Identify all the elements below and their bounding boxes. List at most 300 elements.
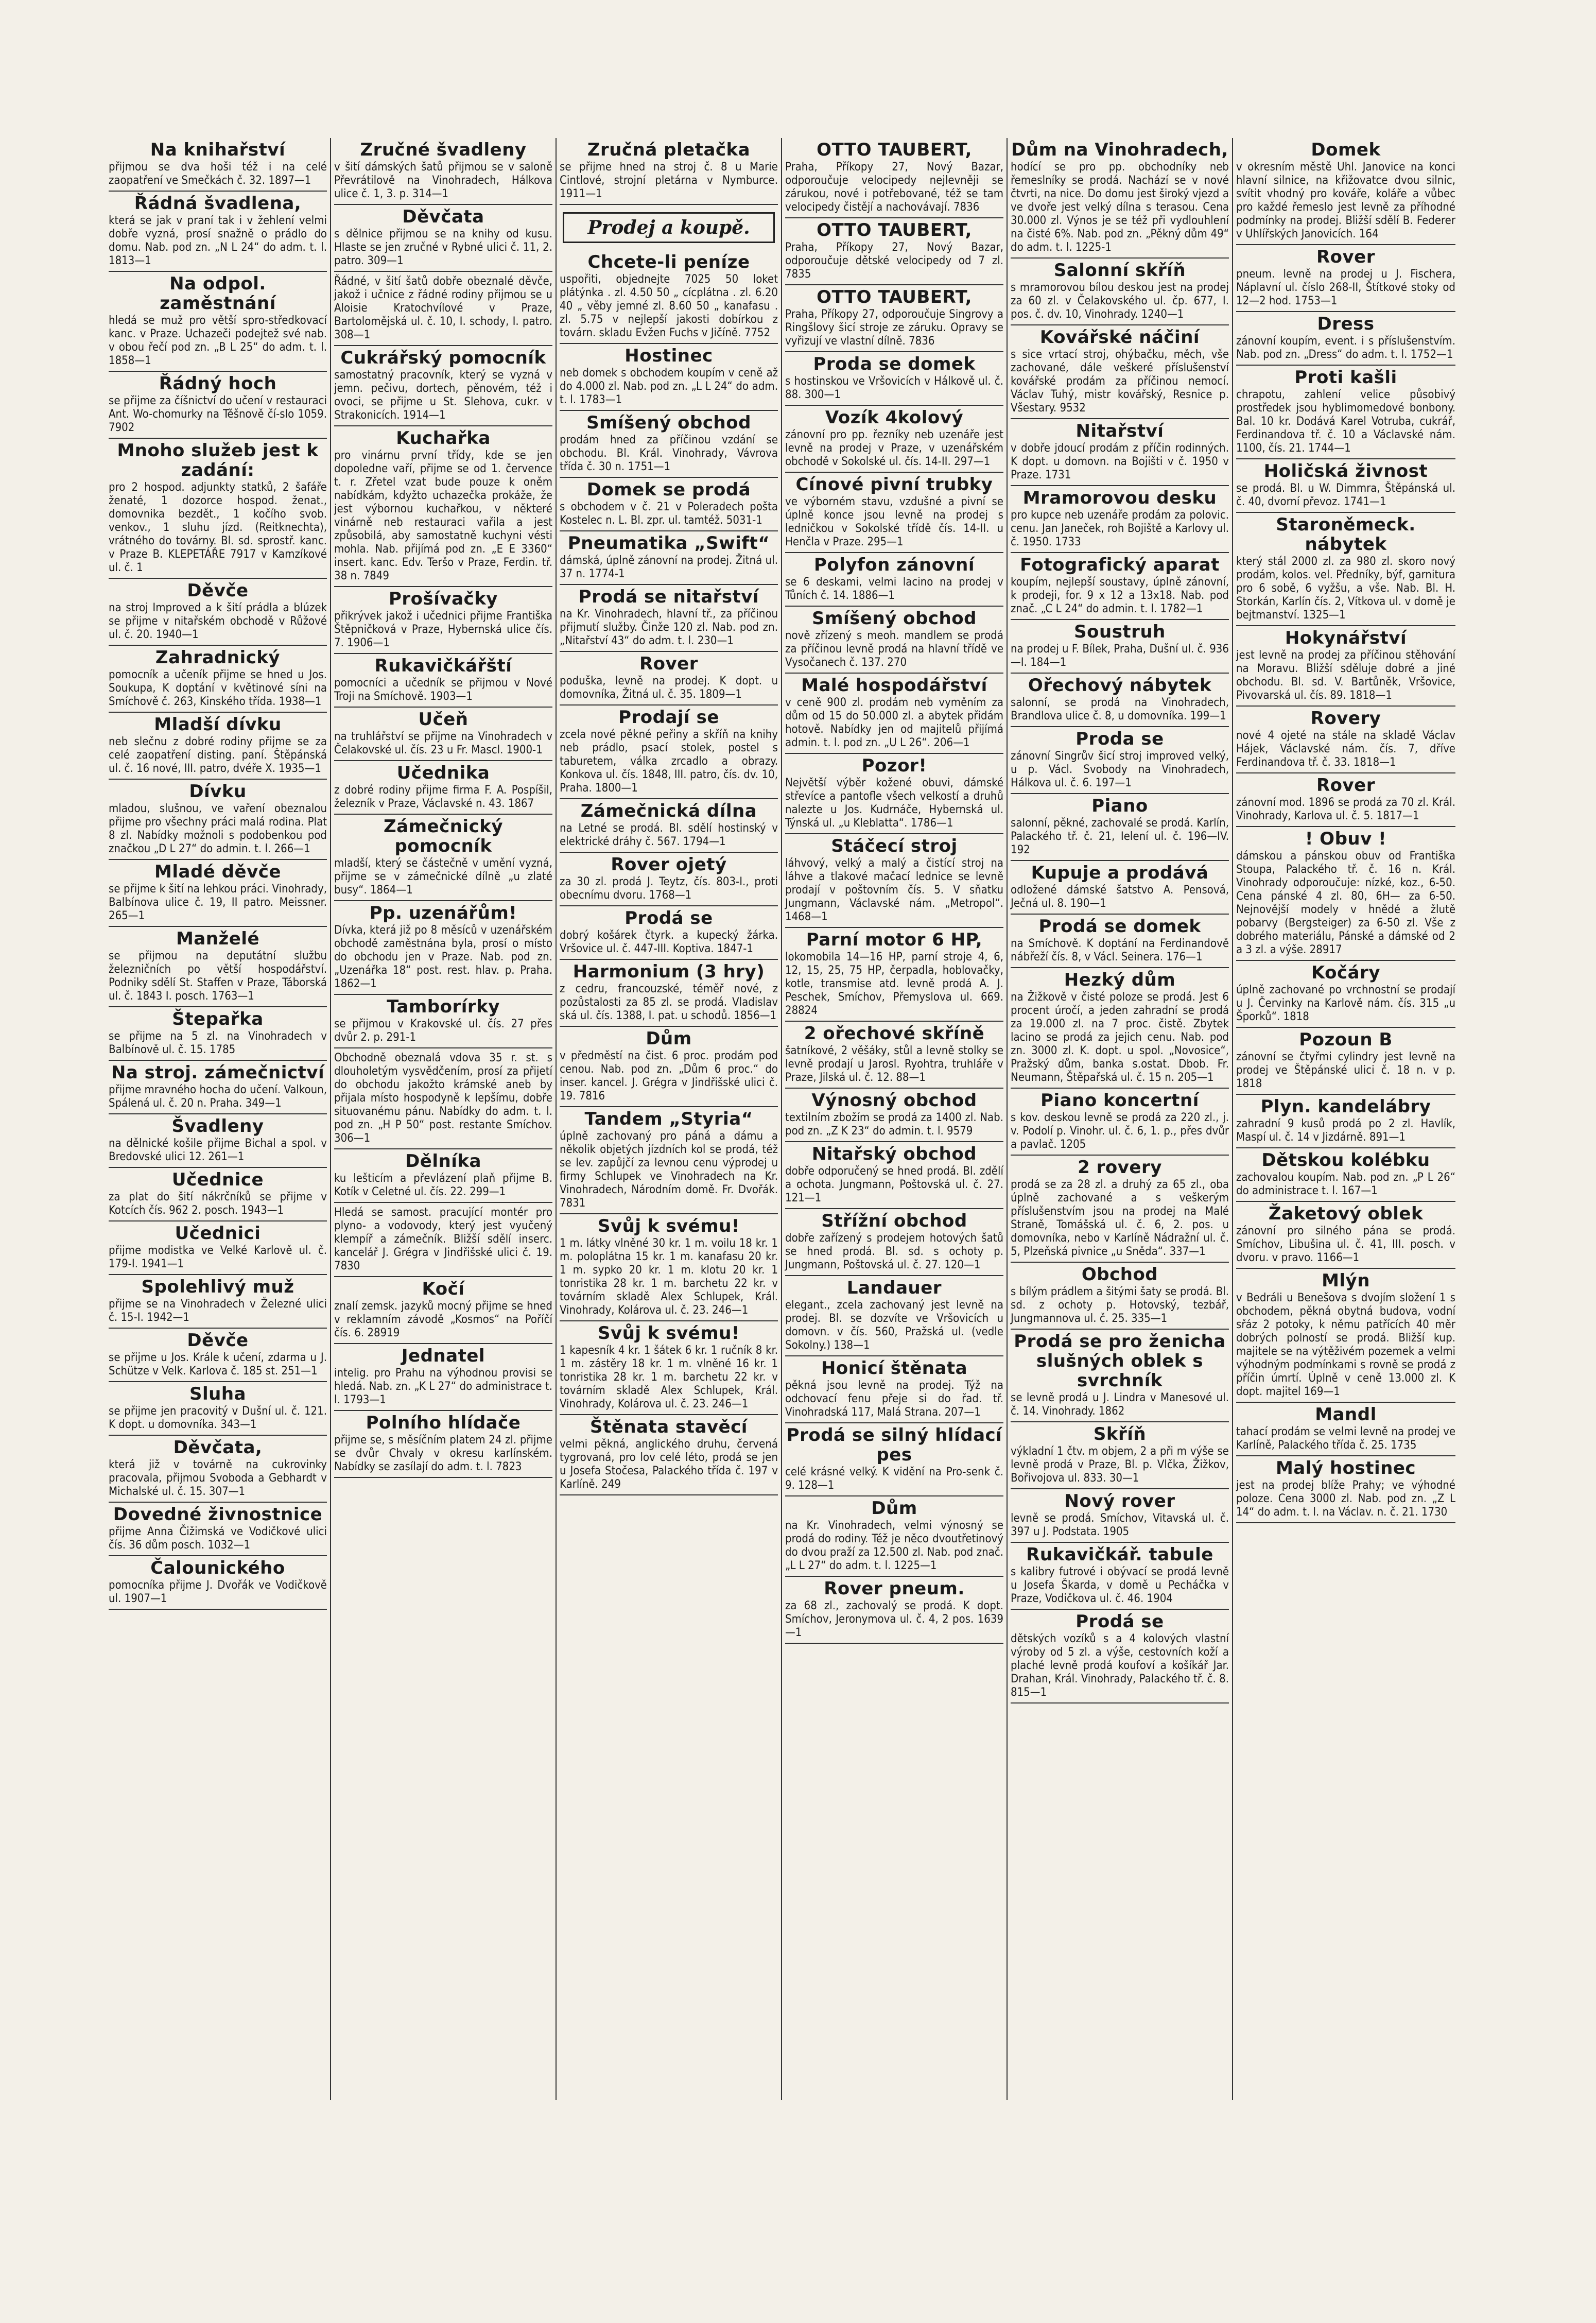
ad-heading: Zahradnický — [155, 647, 281, 668]
ad-body: šatníkové, 2 věšáky, stůl a levně stolky se levně prodají u Jarosl. Ryohtra, truhláře v Praze, Jilská ul. č. 12. 88—1 — [785, 1044, 1003, 1084]
ad-heading: Řádná švadlena, — [134, 193, 302, 214]
ad-heading: Prodá se — [1075, 1611, 1164, 1632]
ad-heading: Mnoho služeb jest k zadání: — [117, 440, 319, 480]
classified-ad — [1236, 1456, 1455, 1523]
ad-heading: Svůj k svému! — [598, 1216, 740, 1236]
classified-ad — [1011, 325, 1229, 419]
ad-heading: Prodá se — [624, 908, 713, 928]
ad-body: v šití dámských šatů přijmou se v saloně Převrátilově na Vinohradech, Hálkova ulice č. 1, 3. p. 314—1 — [334, 161, 552, 200]
ad-body: na Žižkově v čisté poloze se prodá. Jest 6 procent úročí, a jeden zahradní se prodá za 19.000 zl. na 7 proc. čistě. Zbytek lacino se prodá za jejich cenu. Nab. pod zn. 3000 zl. K. dopt. u spol. „Novosice“, Pražský dům, banka s.ostat. Dbob. Fr. Neumann, Štěpařská ul. č. 15 n. 205—1 — [1011, 991, 1229, 1084]
ad-heading: Dům na Vinohradech, — [1011, 140, 1228, 160]
ad-heading: Rover ojetý — [611, 854, 727, 875]
classified-ad — [1236, 1403, 1455, 1456]
ad-body: na Kr. Vinohradech, velmi výnosný se prodá do rodiny. Též je něco dvoutřetinový do dvou praží za 12.500 zl. Nab. pod znač. „L L 27“ do adm. t. l. 1225—1 — [785, 1519, 1003, 1572]
ad-heading: Učednici — [175, 1223, 261, 1244]
classified-ad — [334, 426, 552, 587]
ad-heading: Kupuje a prodává — [1031, 863, 1209, 883]
ad-body: na Kr. Vinohradech, hlavní tř., za příčinou přijmutí služby. Činže 120 zl. Nab. pod zn. „Nitařství 43“ do adm. t. l. 230—1 — [560, 608, 778, 647]
ad-body: dobře zařízený s prodejem hotových šatů se hned prodá. Bl. sd. s ochoty p. Jungmann, Poštovská ul. č. 27. 120—1 — [785, 1232, 1003, 1271]
classified-ad — [334, 1048, 552, 1149]
ad-body: dámská, úplně zánovní na prodej. Žitná ul. 37 n. 1774-1 — [560, 554, 778, 580]
ad-heading: Salonní skříň — [1053, 260, 1186, 281]
ad-heading: Zručné švadleny — [360, 140, 527, 160]
classified-ad — [560, 1415, 778, 1495]
classified-ad — [1236, 961, 1455, 1028]
ad-body: se přijme za číšnictví do učení v restauraci Ant. Wo-chomurky na Těšnově čí-slo 1059. 7902 — [109, 394, 327, 434]
ad-body: textilním zbožím se prodá za 1400 zl. Nab. pod zn. „Z K 23“ do admin. t. l. 9579 — [785, 1111, 1003, 1138]
ad-body: koupím, nejlepší soustavy, úplně zánovní, k prodeji, for. 9 x 12 a 13x18. Nab. pod znač. „C L 24“ do admin. t. l. 1782—1 — [1011, 576, 1229, 615]
ad-heading: Rukavičkář. tabule — [1026, 1544, 1213, 1565]
ad-heading: Rover — [1316, 247, 1376, 267]
classified-ad — [1236, 1028, 1455, 1095]
classified-ad — [1011, 620, 1229, 674]
ad-body: za 30 zl. prodá J. Teytz, čís. 803-I., proti obecnímu dvoru. 1768—1 — [560, 875, 778, 902]
ad-body: přijmou se dva hoši též i na celé zaopatření ve Smečkách č. 32. 1897—1 — [109, 161, 327, 187]
ad-heading: Proda se — [1075, 729, 1164, 749]
ad-body: přikrývek jakož i učednici přijme Františka Štěpničková v Praze, Hybernská ulice čís. 7. 1906—1 — [334, 610, 552, 649]
classified-ad — [1236, 1095, 1455, 1148]
classified-ad — [1011, 1543, 1229, 1610]
ad-heading: Manželé — [176, 928, 260, 949]
ad-heading: Prošívačky — [389, 589, 498, 609]
ad-body: úplně zachovaný pro páná a dámu a několik objetých jízdních kol se prodá, též se lev. zapůjčí za levnou cenu výprodej u firmy Schlupek ve Vinohradech na Kr. Vinohradech, Národním domě. Fr. Dvořák. 7831 — [560, 1130, 778, 1210]
ad-body: zánovní koupím, event. i s příslušenstvím. Nab. pod zn. „Dress“ do adm. t. l. 1752—1 — [1236, 335, 1455, 361]
classified-ad — [109, 1503, 327, 1556]
ad-body: přijme se, s měsíčním platem 24 zl. přijme se dvůr Chvaly v okresu karlínském. Nabídky se zasílají do adm. t. l. 7823 — [334, 1434, 552, 1473]
ad-heading: Zručná pletačka — [587, 140, 751, 160]
ad-heading: Dress — [1317, 314, 1375, 334]
ad-body: dobře odporučený se hned prodá. Bl. zdělí a ochota. Jungmann, Poštovská ul. č. 27. 121—1 — [785, 1165, 1003, 1204]
ad-body: na dělnické košile přijme Bichal a spol. v Bredovské ulici 12. 261—1 — [109, 1137, 327, 1163]
classified-ad — [109, 713, 327, 780]
ad-body: za 68 zl., zachovalý se prodá. K dopt. Smíchov, Jeronymova ul. č. 4, 2 pos. 1639—1 — [785, 1599, 1003, 1639]
ad-heading: Kočáry — [1311, 962, 1381, 983]
ad-body: s hostinskou ve Vršovicích v Hálkově ul. č. 88. 300—1 — [785, 375, 1003, 401]
ad-heading: Tandem „Styria“ — [584, 1109, 753, 1129]
classified-ad — [109, 860, 327, 927]
ad-body: pro vinárnu první třídy, kde se jen dopoledne vaří, přijme se od 1. července t. r. Zřetel vzat bude pouze k oněm nabídkám, kdyžto uchazečka prokáže, že jest výbornou kuchařkou, v některé vinárně neb restauraci vařila a jest způsobilá, aby samostatně kuchyni vésti mohla. Nab. přijímá pod zn. „E E 3360“ insert. kanc. Edv. Teršo v Praze, Ferdin. tř. 38 n. 7849 — [334, 449, 552, 582]
classified-ad — [560, 344, 778, 411]
ad-heading: Kočí — [422, 1279, 465, 1299]
ad-body: Dívka, která již po 8 měsíců v uzenářském obchodě zaměstnána byla, prosí o místo do obchodu jen v Praze. Nab. pod zn. „Uzenářka 18“ post. rest. hlav. p. Praha. 1862—1 — [334, 924, 552, 990]
ad-column-5 — [1008, 138, 1233, 2100]
ad-body: s obchodem v č. 21 v Poleradech pošta Kostelec n. L. Bl. zpr. ul. tamtéž. 5031-1 — [560, 501, 778, 527]
newspaper-page — [106, 138, 1460, 2100]
ad-body: zachovalou koupím. Nab. pod zn. „P L 26“ do administrace t. l. 167—1 — [1236, 1171, 1455, 1197]
ad-body: se 6 deskami, velmi lacino na prodej v Tůních č. 14. 1886—1 — [785, 576, 1003, 602]
classified-ad — [334, 272, 552, 346]
classified-ad — [1011, 419, 1229, 486]
ad-body: prodá se za 28 zl. a druhý za 65 zl., oba úplně zachované a s veškerým příslušenstvím jsou na prodej na Malé Straně, Tomášská ul. č. 6, 2. pos. u domovníka, nebo v Karlíně Nádražní ul. č. 5, Plzeňská pivnice „u Sněda“. 337—1 — [1011, 1178, 1229, 1258]
ad-heading: Rovery — [1310, 708, 1381, 729]
ad-body: na Letné se prodá. Bl. sdělí hostinský v elektrické dráhy č. 567. 1794—1 — [560, 822, 778, 848]
ad-body: zánovní pro silného pána se prodá. Smíchov, Libušina ul. č. 41, III. posch. v dvoru. v pravo. 1166—1 — [1236, 1225, 1455, 1264]
classified-ad — [1011, 1156, 1229, 1263]
ad-body: elegant., zcela zachovaný jest levně na prodej. Bl. se dozvíte ve Vršovicích u domovn. v čís. 560, Pražská ul. (vedle Sokolny.) 138—1 — [785, 1299, 1003, 1352]
classified-ad — [109, 1114, 327, 1168]
ad-heading: Dům — [871, 1498, 917, 1519]
ad-heading: Švadleny — [171, 1116, 264, 1137]
ad-body: Praha, Příkopy 27, odporoučuje Singrovy a Ringšlovy šicí stroje ze záruku. Opravy se vyřizují ve vlastní dílně. 7836 — [785, 308, 1003, 348]
ad-heading: Chcete-li peníze — [587, 252, 750, 272]
classified-ad — [785, 928, 1003, 1022]
classified-ad — [109, 927, 327, 1007]
ad-column-3 — [557, 138, 782, 2100]
ad-body: v Bedráli u Benešova s dvojím složení 1 s obchodem, pěkná obytná budova, vodní sřáz 2 potoky, k němu patřících 40 měr dobrých polností se prodá. Bližší kup. majitele se na výtěživém pozemek a velmi výhodným podmínkami s rovně se prodá z příčin úmrtí. Úplně v ceně 13.000 zl. K dopt. majitel 169—1 — [1236, 1292, 1455, 1398]
ad-heading: Hostinec — [624, 346, 713, 366]
ad-heading: Kovářské náčiní — [1039, 327, 1200, 348]
classified-ad — [785, 352, 1003, 406]
classified-ad — [109, 1275, 327, 1329]
ad-heading: 2 ořechové skříně — [804, 1023, 985, 1044]
ad-heading: Výnosný obchod — [811, 1090, 977, 1111]
classified-ad — [1011, 794, 1229, 861]
ad-body: na prodej u F. Bílek, Praha, Dušní ul. č. 936—I. 184—1 — [1011, 643, 1229, 669]
classified-ad — [560, 1214, 778, 1321]
classified-ad — [109, 780, 327, 860]
ad-heading: 2 rovery — [1078, 1157, 1162, 1178]
ad-heading: Parní motor 6 HP, — [806, 930, 983, 950]
classified-ad — [785, 138, 1003, 218]
ad-body: 1 kapesník 4 kr. 1 šátek 6 kr. 1 ručník 8 kr. 1 m. zástěry 18 kr. 1 m. vlněné 16 kr. 1 tonristika 28 kr. 1 m. barchetu 22 kr. v továrním skladě Alex Schlupek, Král. Vinohrady, Kolárova ul. č. 23. 246—1 — [560, 1344, 778, 1410]
ad-heading: OTTO TAUBERT, — [817, 220, 972, 240]
ad-heading: Učeň — [418, 709, 469, 730]
classified-ad — [1011, 259, 1229, 325]
classified-ad — [560, 250, 778, 344]
ad-heading: Mlýn — [1322, 1270, 1370, 1291]
ad-heading: Dům — [646, 1028, 692, 1049]
classified-ad — [1236, 773, 1455, 827]
ad-body: v předměstí na čist. 6 proc. prodám pod cenou. Nab. pod zn. „Dům 6 proc.“ do inser. kancel. J. Grégra v Jindřišské ulici č. 19. 7816 — [560, 1049, 778, 1103]
ad-body: hledá se muž pro větší spro-středkovací kanc. v Praze. Uchazeči podejtež své nab. v obou řečí pod zn. „B L 25“ do adm. t. l. 1858—1 — [109, 314, 327, 367]
ad-heading: Skříň — [1093, 1424, 1147, 1444]
ad-heading: Piano koncertní — [1040, 1090, 1199, 1111]
ad-body: Obchodně obeznalá vdova 35 r. st. s dlouholetým vysvědčením, prosí za přijetí do obchodu jakožto krámské aneb by přijala místo hospodyně k lepšímu, dobře situovanému pánu. Nabídky do adm. t. l. pod zn. „H P 50“ post. restante Smíchov. 306—1 — [334, 1052, 552, 1145]
classified-ad — [785, 1089, 1003, 1142]
ad-body: jest na prodej blíže Prahy; ve výhodné poloze. Cena 3000 zl. Nab. pod zn. „Z L 14“ do adm. t. l. na Václav. n. č. 21. 1730 — [1236, 1479, 1455, 1519]
classified-ad — [109, 1168, 327, 1221]
ad-body: pomocníci a učedník se přijmou v Nové Troji na Smíchově. 1903—1 — [334, 677, 552, 703]
ad-body: chrapotu, zahlení velice působivý prostředek jsou hyblimomedové bonbony. Bal. 10 kr. Dodává Karel Votruba, cukrář, Ferdinandova tř. č. 10 a Václavské nám. 1100, čís. 21. 1744—1 — [1236, 388, 1455, 455]
ad-column-2 — [331, 138, 557, 2100]
ad-body: která se jak v praní tak i v žehlení velmi dobře vyzná, prosí snažně o prádlo do domu. Nab. pod zn. „N L 24“ do adm. t. l. 1813—1 — [109, 214, 327, 267]
ad-heading: Jednatel — [401, 1346, 485, 1366]
classified-ad — [1236, 245, 1455, 312]
ad-heading: Prodá se silný hlídací pes — [786, 1425, 1002, 1465]
classified-ad — [1236, 1269, 1455, 1403]
ad-heading: Obchod — [1081, 1264, 1158, 1285]
classified-ad — [560, 478, 778, 531]
ad-body: láhvový, velký a malý a čistící stroj na láhve a tlakové mačací lednice se levně prodají v poštovním čís. 5. V sňatku Jungmann, Václavské nám. „Metropol“. 1468—1 — [785, 857, 1003, 923]
classified-ad — [1011, 968, 1229, 1089]
ad-heading: Piano — [1091, 796, 1148, 816]
classified-ad — [560, 411, 778, 478]
ad-body: za plat do šití nákrčníků se přijme v Kotcích čís. 962 2. posch. 1943—1 — [109, 1191, 327, 1217]
ad-body: velmi pěkná, anglického druhu, červená tygrovaná, pro lov celé léto, prodá se jen u Josefa Stočesa, Palackého třída č. 197 v Karlíně. 249 — [560, 1438, 778, 1491]
ad-body: salonní, se prodá na Vinohradech, Brandlova ulice č. 8, u domovníka. 199—1 — [1011, 696, 1229, 722]
ad-body: se přijme na 5 zl. na Vinohradech v Balbínově ul. č. 15. 1785 — [109, 1030, 327, 1056]
ad-heading: Dělníka — [405, 1151, 481, 1172]
classified-ad — [109, 439, 327, 579]
ad-body: přijme se na Vinohradech v Železné ulici č. 15-I. 1942—1 — [109, 1298, 327, 1324]
classified-ad — [1011, 1489, 1229, 1543]
ad-body: intelig. pro Prahu na výhodnou provisi se hledá. Nab. zn. „K L 27“ do administrace t. l. 1793—1 — [334, 1367, 552, 1406]
ad-body: se prodá. Bl. u W. Dimmra, Štěpánská ul. č. 40, dvorní převoz. 1741—1 — [1236, 482, 1455, 508]
ad-body: se přijme u Jos. Krále k učení, zdarma u J. Schütze v Velk. Karlova č. 185 st. 251—1 — [109, 1351, 327, 1378]
ad-heading: Pp. uzenářům! — [369, 903, 517, 923]
classified-ad — [334, 346, 552, 426]
classified-ad — [1011, 861, 1229, 915]
ad-body: neb domek s obchodem koupím v ceně až do 4.000 zl. Nab. pod zn. „L L 24“ do adm. t. l. 1783—1 — [560, 367, 778, 406]
classified-ad — [1236, 626, 1455, 707]
classified-ad — [785, 1209, 1003, 1276]
ad-body: poduška, levně na prodej. K dopt. u domovníka, Žitná ul. č. 35. 1809—1 — [560, 675, 778, 701]
ad-body: s sice vrtací stroj, ohýbačku, měch, vše zachované, dále veškeré příslušenství kovářské prodám za příčinou nemocí. Václav Tuhý, mistr kovářský, Resnice p. Všestary. 9532 — [1011, 348, 1229, 415]
classified-ad — [1236, 366, 1455, 459]
ad-heading: Domek — [1311, 140, 1381, 160]
ad-body: ve výborném stavu, vzdušné a pivní se úplně konce jsou levně na prodej s ledničkou v Sokolské třídě čís. 14-II. u Henčla v Praze. 295—1 — [785, 495, 1003, 548]
ad-body: přijme modistka ve Velké Karlově ul. č. 179-I. 1941—1 — [109, 1244, 327, 1270]
ad-heading: Pozor! — [861, 755, 927, 776]
classified-ad — [785, 607, 1003, 674]
ad-heading: Děvče — [187, 1330, 249, 1351]
ad-heading: Tamborírky — [387, 996, 500, 1017]
ad-body: zánovní pro pp. řezníky neb uzenáře jest levně na prodej v Praze, v uzenářském obchodě v Sokolské ul. čís. 14-II. 297—1 — [785, 428, 1003, 468]
ad-body: v okresním městě Uhl. Janovice na konci hlavní silnice, na křižovatce dvou silnic, svítit vhodný pro kováře, koláře a vůbec pro každé řemeslo jest levně za příhodné podmínky na prodej. Bližší sdělí B. Federer v Uhlířských Janovicích. 164 — [1236, 161, 1455, 240]
ad-heading: Mramorovou desku — [1022, 488, 1217, 508]
ad-heading: Rover pneum. — [824, 1578, 965, 1599]
ad-body: jest levně na prodej za příčinou stěhování na Moravu. Bližší sděluje dobré a jiné obchodu. Bl. sd. V. Bartůněk, Vršovice, Pivovarská ul. čís. 89. 1818—1 — [1236, 649, 1455, 702]
ad-heading: Spolehlivý muž — [141, 1277, 294, 1297]
classified-ad — [785, 473, 1003, 553]
ad-body: odložené dámské šatstvo A. Pensová, Ječná ul. 8. 190—1 — [1011, 884, 1229, 910]
ad-body: pomocník a učeník přijme se hned u Jos. Soukupa, K doptání v květinové síni na Smíchově č. 263, Kinského třída. 1938—1 — [109, 668, 327, 708]
classified-ad — [785, 1496, 1003, 1577]
ad-body: Hledá se samost. pracující montér pro plyno- a vodovody, který jest vyučený klempíř a zámečník. Bližší sdělí inserc. kancelář J. Grégra v Jindřišské ulici č. 19. 7830 — [334, 1206, 552, 1272]
ad-heading: Soustruh — [1074, 622, 1166, 642]
ad-body: v ceně 900 zl. prodám neb vyměním za dům od 15 do 50.000 zl. a abytek přidám hotově. Nabídky jen od majitelů přijímá admin. t. l. pod zn. „U L 26“. 206—1 — [785, 696, 1003, 749]
ad-body: dětských vozíků s a 4 kolových vlastní výroby od 5 zl. a výše, cestovních koží a plaché levně prodá koufoví a košíkář Jar. Drahan, Král. Vinohrady, Palackého tř. č. 8. 815—1 — [1011, 1632, 1229, 1699]
classified-ad — [785, 1356, 1003, 1423]
ad-heading: Ořechový nábytek — [1028, 675, 1212, 696]
classified-ad — [334, 587, 552, 654]
classified-ad — [785, 834, 1003, 928]
ad-heading: Vozík 4kolový — [825, 407, 964, 428]
classified-ad — [1011, 1422, 1229, 1489]
ad-heading: Domek se prodá — [586, 479, 751, 500]
classified-ad — [1011, 1610, 1229, 1703]
ad-body: zcela nové pěkné peřiny a skříň na knihy neb prádlo, psací stolek, postel s taburetem, válka zrcadlo a obrazy. Konkova ul. čís. 1848, III. patro, čís. dv. 10, Praha. 1800—1 — [560, 728, 778, 795]
ad-heading: Malý hostinec — [1275, 1458, 1416, 1478]
ad-heading: Landauer — [846, 1278, 942, 1298]
ad-column-1 — [106, 138, 331, 2100]
classified-ad — [1236, 513, 1455, 626]
ad-body: zánovní Singrův šicí stroj improved velký, u p. Václ. Svobody na Vinohradech, Hálkova ul. č. 6. 197—1 — [1011, 750, 1229, 789]
ad-heading: Polyfon zánovní — [813, 555, 975, 575]
classified-ad — [109, 1436, 327, 1503]
ad-heading: Rover — [639, 653, 699, 674]
ad-heading: Děvčata — [402, 207, 484, 227]
classified-ad — [1236, 459, 1455, 513]
ad-heading: Smíšený obchod — [586, 412, 751, 433]
ad-heading: Dívku — [189, 781, 247, 802]
ad-body: s bílým prádlem a šitými šaty se prodá. Bl. sd. z ochoty p. Hotovský, tezbář, Jungmannova ul. č. 25. 335—1 — [1011, 1285, 1229, 1325]
classified-ad — [109, 192, 327, 272]
ad-heading: Střížní obchod — [821, 1211, 967, 1231]
ad-heading: Sluha — [189, 1384, 246, 1404]
ad-body: znalí zemsk. jazyků mocný přijme se hned v reklamním závodě „Kosmos“ na Poříčí čís. 6. 28919 — [334, 1300, 552, 1339]
ad-body: levně se prodá. Smíchov, Vitavská ul. č. 397 u J. Podstata. 1905 — [1011, 1512, 1229, 1538]
ad-heading: Zámečnická dílna — [580, 801, 757, 821]
ad-body: nově zřízený s meoh. mandlem se prodá za příčinou levně prodá na hlavní třídě ve Vysočanech č. 137. 270 — [785, 629, 1003, 669]
ad-body: pro kupce neb uzenáře prodám za polovic. cenu. Jan Janeček, roh Bojiště a Karlovy ul. č. 1950. 1733 — [1011, 509, 1229, 548]
ad-heading: Proda se domek — [813, 354, 976, 374]
classified-ad — [334, 901, 552, 995]
ad-body: tahací prodám se velmi levně na prodej ve Karlíně, Palackého třída č. 25. 1735 — [1236, 1425, 1455, 1452]
classified-ad — [1236, 312, 1455, 366]
classified-ad — [334, 815, 552, 901]
ad-heading: Štepařka — [172, 1009, 264, 1029]
ad-heading: Holičská živnost — [1263, 461, 1428, 481]
ad-heading: Harmonium (3 hry) — [573, 961, 765, 982]
ad-heading: Čalounického — [150, 1558, 285, 1578]
ad-body: neb slečnu z dobré rodiny přijme se za celé zaopatření disting. paní. Štěpánská ul. č. 16 nové, III. patro, dvéře X. 1935—1 — [109, 735, 327, 775]
ad-body: s kov. deskou levně se prodá za 220 zl., j. v. Podolí p. Vinohr. ul. č. 6, 1. p., přes dvůr a pavlač. 1205 — [1011, 1111, 1229, 1151]
ad-body: Největší výběr kožené obuvi, dámské střevíce a pantofle všech velkostí a druhů nalezte u Jos. Kudrnáče, Hybernská ul. Týnská ul. „u Kleblatta“. 1786—1 — [785, 777, 1003, 830]
ad-body: se přijmou v Krakovské ul. čís. 27 přes dvůr 2. p. 291-1 — [334, 1018, 552, 1044]
ad-body: salonní, pěkné, zachovalé se prodá. Karlín, Palackého tř. č. 21, Ielení ul. č. 196—IV. 192 — [1011, 817, 1229, 856]
ad-heading: Dovedné živnostnice — [113, 1504, 323, 1525]
classified-ad — [785, 1142, 1003, 1209]
ad-body: mladší, který se částečně v umění vyzná, přijme se v zámečnické dílně „u zlaté busy“. 1864—1 — [334, 857, 552, 897]
ad-heading: Stáčecí stroj — [831, 836, 958, 856]
classified-ad — [1011, 915, 1229, 968]
classified-ad — [334, 995, 552, 1048]
classified-ad — [109, 138, 327, 192]
ad-body: pomocníka přijme J. Dvořák ve Vodičkově ul. 1907—1 — [109, 1579, 327, 1605]
classified-ad — [785, 674, 1003, 754]
ad-heading: Na stroj. zámečnictví — [111, 1062, 325, 1083]
ad-body: dámskou a pánskou obuv od Františka Stoupa, Palackého tř. č. 16 n. Král. Vinohrady odporoučuje: nízké, koz., 6-50. Cena pánské 4 zl. 80, 6H— za 6-50. Nejnovější modely v hnědé a žlutě pobarvy (Bergsteiger) za 6-50 zl. Vše z dobrého materiálu, Pánské a dámské od 2 a 3 zl. a výše. 28917 — [1236, 850, 1455, 956]
classified-ad — [785, 754, 1003, 834]
classified-ad — [1011, 138, 1229, 259]
ad-body: nové 4 ojeté na stále na skladě Václav Hájek, Václavské nám. čís. 7, dříve Ferdinandova tř. č. 33. 1818—1 — [1236, 729, 1455, 769]
classified-ad — [334, 654, 552, 708]
classified-ad — [560, 652, 778, 705]
ad-heading: Rover — [1316, 775, 1376, 796]
ad-body: se přijme hned na stroj č. 8 u Marie Cintlové, strojní pletárna v Nymburce. 1911—1 — [560, 161, 778, 200]
ad-body: která již v továrně na cukrovinky pracovala, přijmou Svoboda a Gebhardt v Michalské ul. č. 15. 307—1 — [109, 1458, 327, 1498]
ad-heading: Mandl — [1315, 1404, 1377, 1425]
ad-heading: Hokynářství — [1285, 628, 1407, 648]
ad-body: pro 2 hospod. adjunkty statků, 2 šafáře ženaté, 1 dozorce hospod. ženat., domovnika bezdět., 1 kočího svob. venkov., 1 sluhu jízd. (Reitknechta), vrátného do továrny. Bl. sd. sprostř. kanc. v Praze B. KLEPETÁŘE 7917 v Kamzíkové ul. č. 1 — [109, 481, 327, 574]
classified-ad — [109, 1007, 327, 1061]
ad-body: který stál 2000 zl. za 980 zl. skoro nový prodám, kolos. vel. Předníky, býf, garnitura pro 6 sobě, 6 vyžšu, a vše. Nab. Bl. H. Storkán, Karlín čís. 2, Vítkova ul. v domě je bejtmanství. 1325—1 — [1236, 555, 1455, 622]
ad-body: uspořiti, objednejte 7025 50 loket plátýnka . zl. 4.50 50 „ cícplátna . zl. 6.20 40 „ věby jemné zl. 8.60 50 „ kanafasu . zl. 5.75 v nejlepší jakosti dobírkou z továrn. skladu Evžen Fuchs v Jičíně. 7752 — [560, 273, 778, 339]
classified-ad — [334, 1344, 552, 1411]
classified-ad — [1236, 1148, 1455, 1202]
ad-heading: Na odpol. zaměstnání — [160, 273, 276, 314]
classified-ad — [109, 646, 327, 713]
classified-ad — [109, 1556, 327, 1610]
classified-ad — [785, 1022, 1003, 1089]
ad-heading: Polního hlídače — [366, 1413, 521, 1433]
ad-body: v dobře jdoucí prodám z příčin rodinných. K dopt. u domovn. na Bojišti v č. 1950 v Praze. 1731 — [1011, 442, 1229, 481]
ad-heading: Pozoun B — [1299, 1029, 1393, 1050]
ad-heading: Zámečnický pomocník — [383, 816, 504, 856]
ad-body: přijme mravného hocha do učení. Valkoun, Spálená ul. č. 20 n. Praha. 349—1 — [109, 1083, 327, 1110]
classified-ad — [785, 285, 1003, 352]
ad-body: na stroj Improved a k šití prádla a blúzek se přijme v nitařském obchodě v Růžové ul. č. 20. 1940—1 — [109, 601, 327, 641]
ad-heading: Svůj k svému! — [598, 1323, 740, 1344]
ad-body: úplně zachované po vrchnostní se prodají u J. Červinky na Karlově nám. čís. 315 „u Šporků“. 1818 — [1236, 984, 1455, 1023]
ad-body: na Smíchově. K doptání na Ferdinandově nábřeží čís. 8, v Václ. Seinera. 176—1 — [1011, 937, 1229, 963]
ad-heading: Nitařský obchod — [811, 1144, 977, 1164]
classified-ad — [560, 799, 778, 853]
classified-ad — [1011, 1330, 1229, 1422]
ad-heading: Řádný hoch — [159, 373, 277, 394]
ad-heading: Smíšený obchod — [812, 608, 977, 629]
ad-heading: Prodají se — [618, 707, 719, 728]
ad-body: se levně prodá u J. Lindra v Manesové ul. č. 14. Vinohrady. 1862 — [1011, 1391, 1229, 1418]
ad-heading: Žaketový oblek — [1268, 1203, 1424, 1224]
ad-body: celé krásné velký. K vidění na Pro-senk č. 9. 128—1 — [785, 1466, 1003, 1492]
ad-heading: Hezký dům — [1064, 970, 1176, 990]
ad-body: se přijme jen pracovitý v Dušní ul. č. 121. K dopt. u domovníka. 343—1 — [109, 1405, 327, 1431]
classified-ad — [785, 553, 1003, 607]
classified-ad — [1011, 1263, 1229, 1330]
ad-body: zánovní mod. 1896 se prodá za 70 zl. Král. Vinohrady, Karlova ul. č. 5. 1817—1 — [1236, 796, 1455, 822]
ad-heading: Mladé děvče — [154, 862, 281, 882]
ad-heading: Malé hospodářství — [801, 675, 987, 696]
ad-body: z dobré rodiny přijme firma F. A. Pospíšil, železník v Praze, Václavské n. 43. 1867 — [334, 784, 552, 810]
classified-ad — [785, 1423, 1003, 1496]
classified-ad — [334, 708, 552, 761]
classified-ad — [1236, 827, 1455, 961]
ad-body: Praha, Příkopy 27, Nový Bazar, odporoučuje velocipedy nejlevněji se zárukou, nové i potřebované, též se tam velocipedy čistějí a nachovávají. 7836 — [785, 161, 1003, 214]
classified-ad — [560, 585, 778, 652]
ad-body: pneum. levně na prodej u J. Fischera, Náplavní ul. číslo 268-II, Štítkové stoky od 12—2 hod. 1753—1 — [1236, 268, 1455, 307]
ad-heading: Nový rover — [1064, 1491, 1175, 1511]
classified-ad — [1011, 674, 1229, 727]
ad-body: s mramorovou bílou deskou jest na prodej za 60 zl. v Čelakovského ul. čp. 677, I. pos. č. dv. 10, Vinohrady. 1240—1 — [1011, 281, 1229, 321]
ad-body: se přijmou na deputátní službu železničních po větší hospodářství. Podniky sdělí St. Staffen v Praze, Táborská ul. č. 1843 I. posch. 1763—1 — [109, 950, 327, 1003]
ad-heading: Prodá se domek — [1038, 916, 1201, 937]
classified-ad — [1011, 1089, 1229, 1156]
ad-body: mladou, slušnou, ve vaření obeznalou přijme pro všechny práci malá rodina. Plat 8 zl. Nabídky možnoli s podobenkou pod značkou „D L 27“ do admin. t. l. 266—1 — [109, 802, 327, 855]
ad-body: Řádné, v šití šatů dobře obeznalé děvče, jakož i učnice z řádné rodiny přijmou se u Aloisie Kratochvílové v Praze, Bartolomějská ul. č. 10, I. schody, I. patro. 308—1 — [334, 275, 552, 341]
ad-heading: Štěnata stavěcí — [590, 1417, 748, 1437]
classified-ad — [560, 1107, 778, 1214]
ad-heading: Cukrářský pomocník — [340, 348, 546, 368]
ad-heading: Pneumatika „Swift“ — [567, 533, 770, 554]
ad-heading: Prodá se pro ženicha slušných oblek s svrchník — [1014, 1331, 1226, 1391]
classified-ad — [334, 1149, 552, 1203]
ad-body: lokomobila 14—16 HP, parní stroje 4, 6, 12, 15, 25, 75 HP, čerpadla, hoblovačky, kotle, transmise atd. levně prodá A. J. Peschek, Smíchov, Přemyslova ul. 669. 28824 — [785, 951, 1003, 1017]
classified-ad — [109, 1329, 327, 1382]
ad-heading: Proti kašli — [1294, 367, 1397, 388]
classified-ad — [1011, 553, 1229, 620]
ad-body: dobrý košárek čtyrk. a kupecký žárka. Vršovice ul. č. 447-III. Koptiva. 1847-1 — [560, 929, 778, 955]
classified-ad — [1236, 707, 1455, 773]
ad-body: Praha, Příkopy 27, Nový Bazar, odporoučuje dětské velocipedy od 7 zl. 7835 — [785, 241, 1003, 281]
classified-ad — [334, 761, 552, 815]
classified-ad — [1236, 1202, 1455, 1269]
ad-heading: Dětskou kolébku — [1261, 1150, 1430, 1171]
classified-ad — [334, 1411, 552, 1478]
classified-ad — [1011, 486, 1229, 553]
classified-ad — [109, 1221, 327, 1275]
